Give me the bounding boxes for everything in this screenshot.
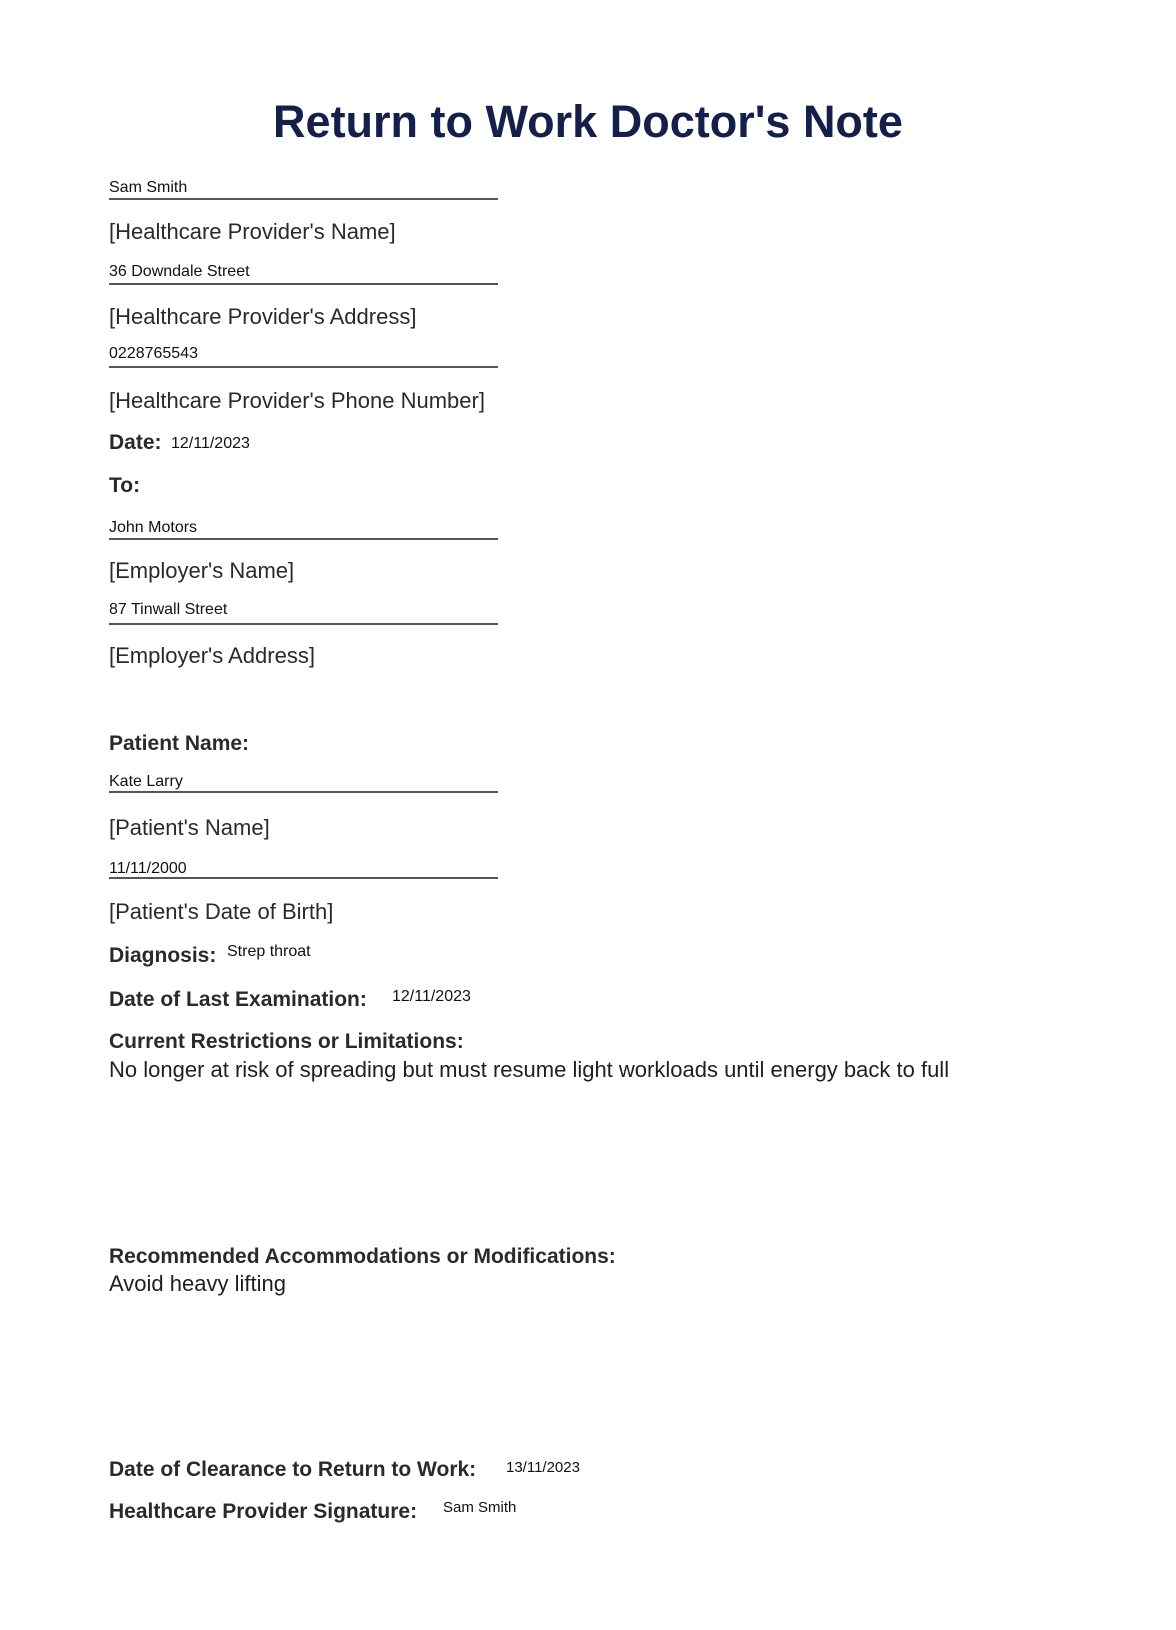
date-value: 12/11/2023 (171, 435, 250, 452)
provider-phone-caption: [Healthcare Provider's Phone Number] (109, 388, 485, 413)
document-title: Return to Work Doctor's Note (273, 96, 903, 147)
patient-name-caption: [Patient's Name] (109, 815, 270, 840)
patient-dob-value: 11/11/2000 (109, 860, 187, 877)
provider-name-caption: [Healthcare Provider's Name] (109, 219, 396, 244)
provider-name-value: Sam Smith (109, 179, 188, 196)
patient-name-line (109, 791, 498, 793)
accommodations-value: Avoid heavy lifting (109, 1271, 286, 1296)
signature-label: Healthcare Provider Signature: (109, 1500, 418, 1523)
diagnosis-label: Diagnosis: (109, 944, 217, 967)
patient-dob-caption: [Patient's Date of Birth] (109, 899, 334, 924)
restrictions-value: No longer at risk of spreading but must resume light workloads until energy back to full (109, 1057, 950, 1082)
provider-address-value: 36 Downdale Street (109, 263, 250, 280)
last-exam-value: 12/11/2023 (392, 988, 471, 1005)
restrictions-label: Current Restrictions or Limitations: (109, 1030, 464, 1053)
date-label: Date: (109, 431, 162, 454)
provider-phone-value: 0228765543 (109, 345, 198, 362)
accommodations-label: Recommended Accommodations or Modifications: (109, 1245, 616, 1268)
provider-name-line (109, 198, 498, 200)
employer-name-value: John Motors (109, 519, 198, 536)
provider-phone-line (109, 366, 498, 368)
diagnosis-value: Strep throat (227, 943, 311, 960)
provider-address-caption: [Healthcare Provider's Address] (109, 304, 417, 329)
to-label: To: (109, 474, 141, 497)
clearance-label: Date of Clearance to Return to Work: (109, 1458, 477, 1481)
patient-name-value: Kate Larry (109, 773, 183, 790)
employer-name-line (109, 538, 498, 540)
employer-address-line (109, 623, 498, 625)
patient-dob-line (109, 877, 498, 879)
provider-address-line (109, 283, 498, 285)
employer-address-caption: [Employer's Address] (109, 643, 315, 668)
employer-name-caption: [Employer's Name] (109, 558, 295, 583)
patient-heading: Patient Name: (109, 732, 250, 755)
employer-address-value: 87 Tinwall Street (109, 601, 228, 618)
last-exam-label: Date of Last Examination: (109, 988, 367, 1011)
signature-value: Sam Smith (443, 1499, 517, 1516)
clearance-value: 13/11/2023 (506, 1459, 580, 1476)
